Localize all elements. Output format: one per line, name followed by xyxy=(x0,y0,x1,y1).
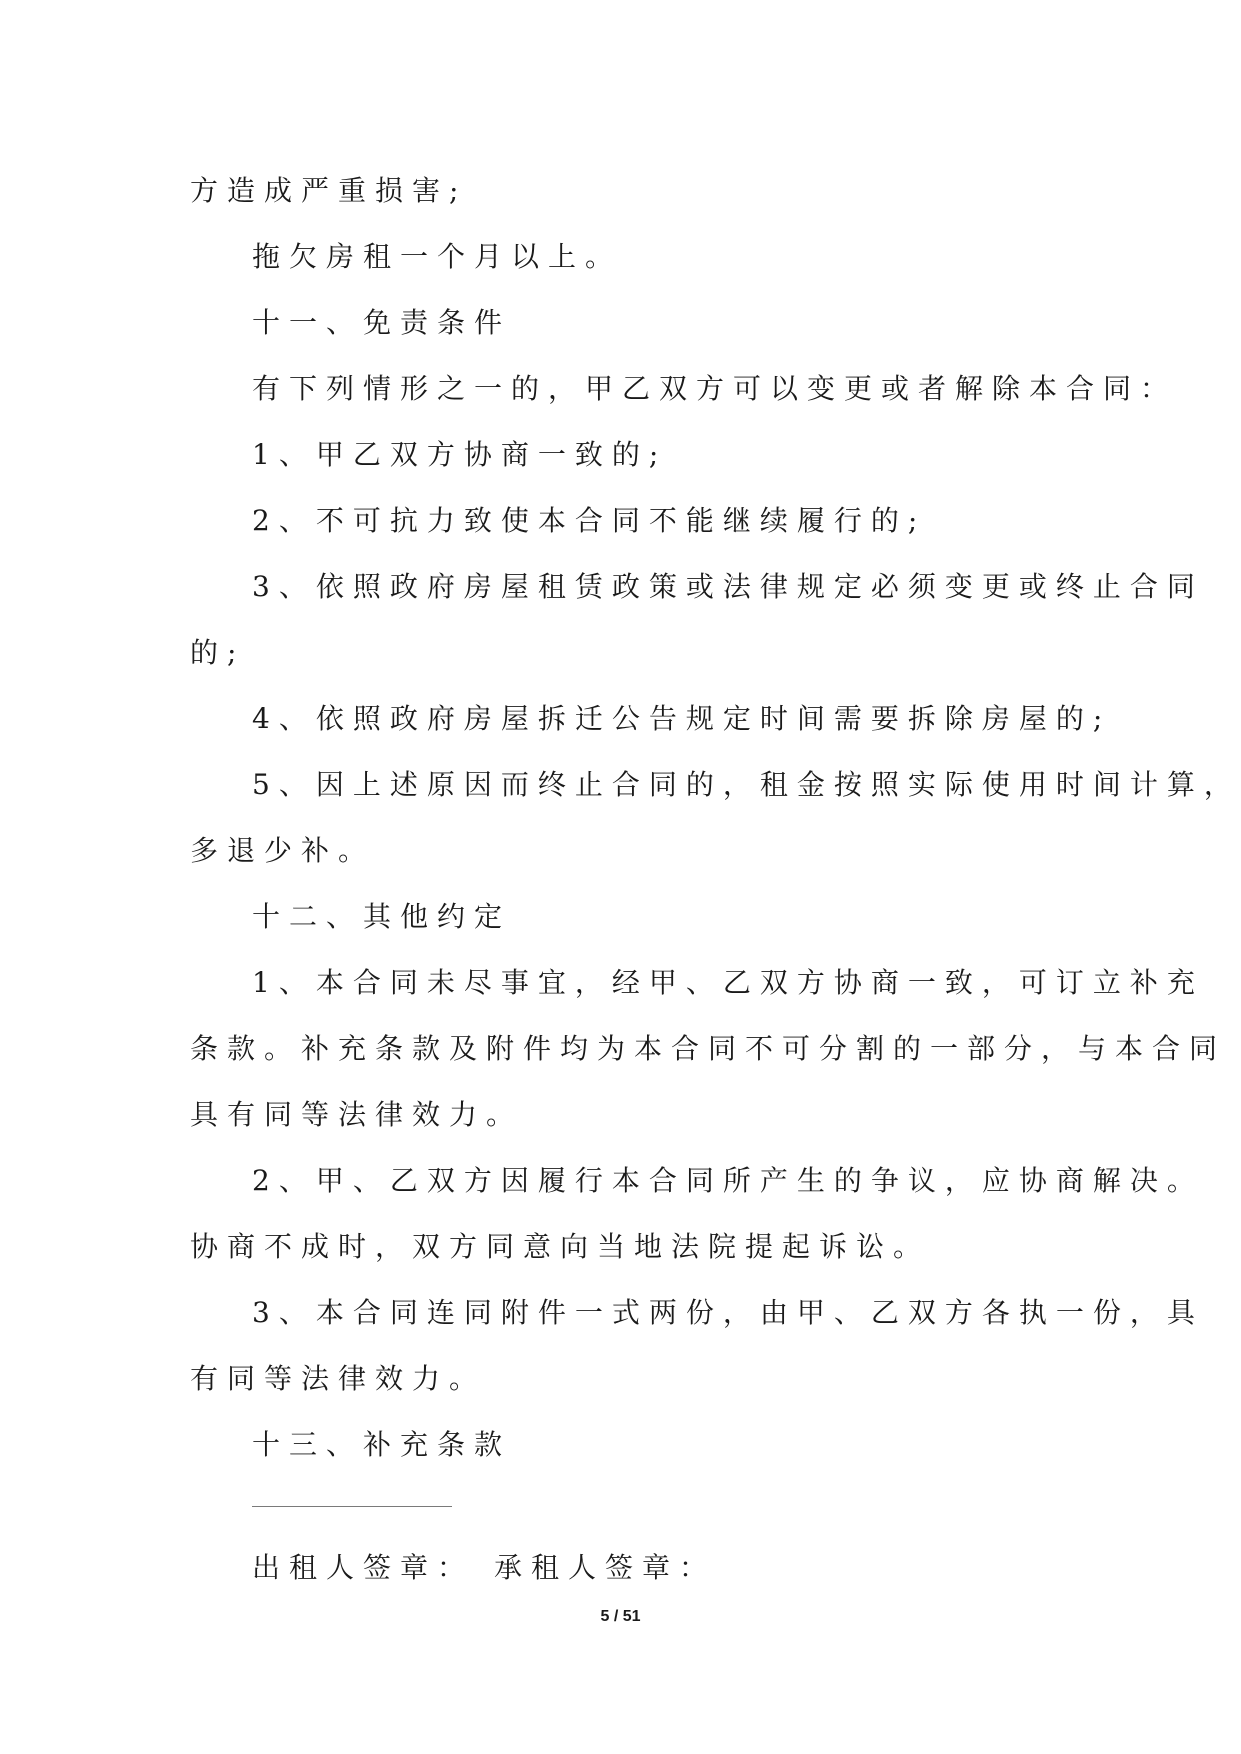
text-line: 具有同等法律效力。 xyxy=(190,1098,524,1131)
list-item: 3、本合同连同附件一式两份，由甲、乙双方各执一份，具 xyxy=(252,1296,1204,1329)
list-item: 5、因上述原因而终止合同的，租金按照实际使用时间计算， xyxy=(252,768,1241,801)
text-line: 有下列情形之一的，甲乙双方可以变更或者解除本合同： xyxy=(252,372,1178,405)
text-line: 条款。补充条款及附件均为本合同不可分割的一部分，与本合同 xyxy=(190,1032,1227,1065)
list-item: 2、甲、乙双方因履行本合同所产生的争议，应协商解决。 xyxy=(252,1164,1204,1197)
page-number: 5 / 51 xyxy=(600,1608,641,1625)
signature-row xyxy=(252,1535,716,1601)
document-body xyxy=(190,158,1241,1478)
section-heading: 十三、补充条款 xyxy=(252,1428,512,1461)
fill-in-blank-line xyxy=(252,1506,452,1507)
section-heading: 十二、其他约定 xyxy=(252,900,512,933)
list-item: 4、依照政府房屋拆迁公告规定时间需要拆除房屋的; xyxy=(252,702,1112,735)
text-line: 多退少补。 xyxy=(190,834,376,867)
lessee-signature-label: 承租人签章： xyxy=(494,1551,717,1584)
text-line: 方造成严重损害; xyxy=(190,174,468,207)
list-item: 3、依照政府房屋租赁政策或法律规定必须变更或终止合同 xyxy=(252,570,1204,603)
text-line: 有同等法律效力。 xyxy=(190,1362,487,1395)
text-line: 的; xyxy=(190,636,246,669)
list-item: 1、本合同未尽事宜，经甲、乙双方协商一致，可订立补充 xyxy=(252,966,1204,999)
text-line: 拖欠房租一个月以上。 xyxy=(252,240,623,273)
list-item: 1、甲乙双方协商一致的; xyxy=(252,438,668,471)
section-heading: 十一、免责条件 xyxy=(252,306,512,339)
lessor-signature-label: 出租人签章： xyxy=(252,1551,475,1584)
text-line: 协商不成时，双方同意向当地法院提起诉讼。 xyxy=(190,1230,931,1263)
list-item: 2、不可抗力致使本合同不能继续履行的; xyxy=(252,504,927,537)
